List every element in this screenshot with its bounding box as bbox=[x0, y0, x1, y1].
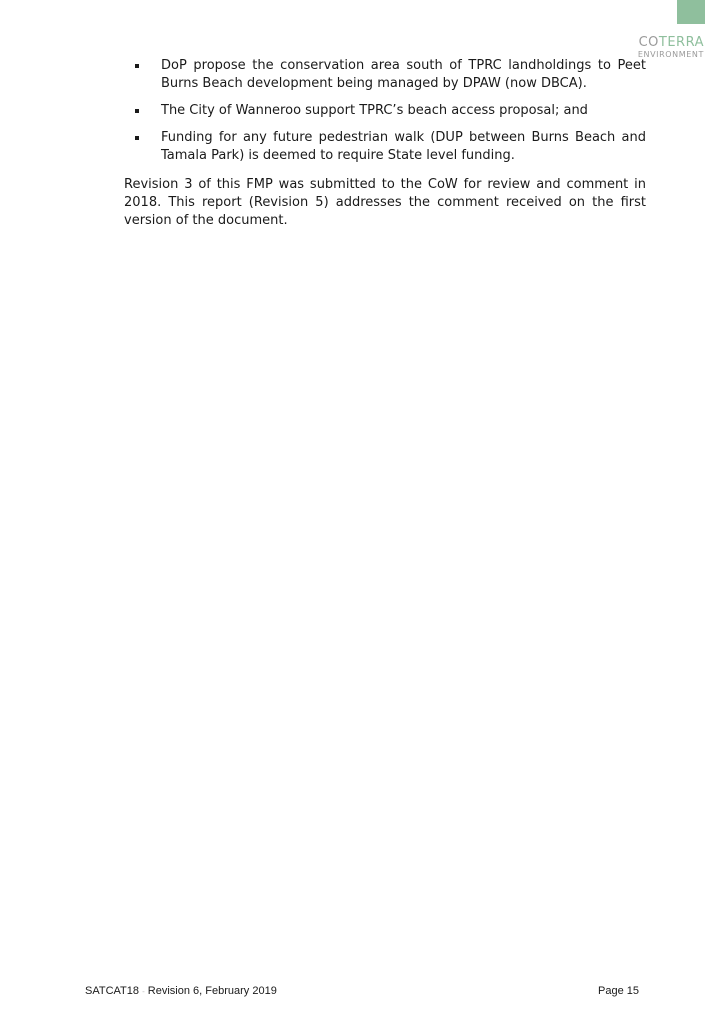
logo-co: CO bbox=[638, 35, 659, 50]
bullet-item bbox=[124, 57, 646, 93]
bullet-item bbox=[124, 129, 646, 165]
bullet-text: The City of Wanneroo support TPRC’s beach access proposal; and bbox=[161, 103, 588, 118]
bullet-item bbox=[124, 102, 646, 120]
bullet-text: Funding for any future pedestrian walk (DUP between Burns Beach and Tamala Park) is deemed to require State level funding. bbox=[161, 130, 646, 163]
coterra-logo bbox=[638, 36, 704, 59]
bullet-list bbox=[124, 57, 646, 165]
square-bullet-icon bbox=[135, 109, 139, 113]
page-content bbox=[124, 57, 646, 230]
square-bullet-icon bbox=[135, 64, 139, 68]
logo-wordmark bbox=[638, 36, 704, 49]
footer-doc-code: SATCAT18 bbox=[85, 985, 139, 997]
footer-left bbox=[85, 985, 277, 997]
footer-revision: Revision 6, February 2019 bbox=[147, 985, 277, 997]
corner-tab bbox=[677, 0, 705, 24]
bullet-text: DoP propose the conservation area south of TPRC landholdings to Peet Burns Beach development being managed by DPAW (now DBCA). bbox=[161, 58, 646, 91]
square-bullet-icon bbox=[135, 136, 139, 140]
logo-subtitle: ENVIRONMENT bbox=[637, 50, 704, 59]
body-paragraph: Revision 3 of this FMP was submitted to the CoW for review and comment in 2018. This report (Revision 5) addresses the comment received on the first version of the document. bbox=[124, 177, 646, 228]
footer-separator: - bbox=[142, 987, 145, 996]
footer-page-number: Page 15 bbox=[598, 985, 639, 997]
logo-terra: TERRA bbox=[658, 35, 704, 50]
